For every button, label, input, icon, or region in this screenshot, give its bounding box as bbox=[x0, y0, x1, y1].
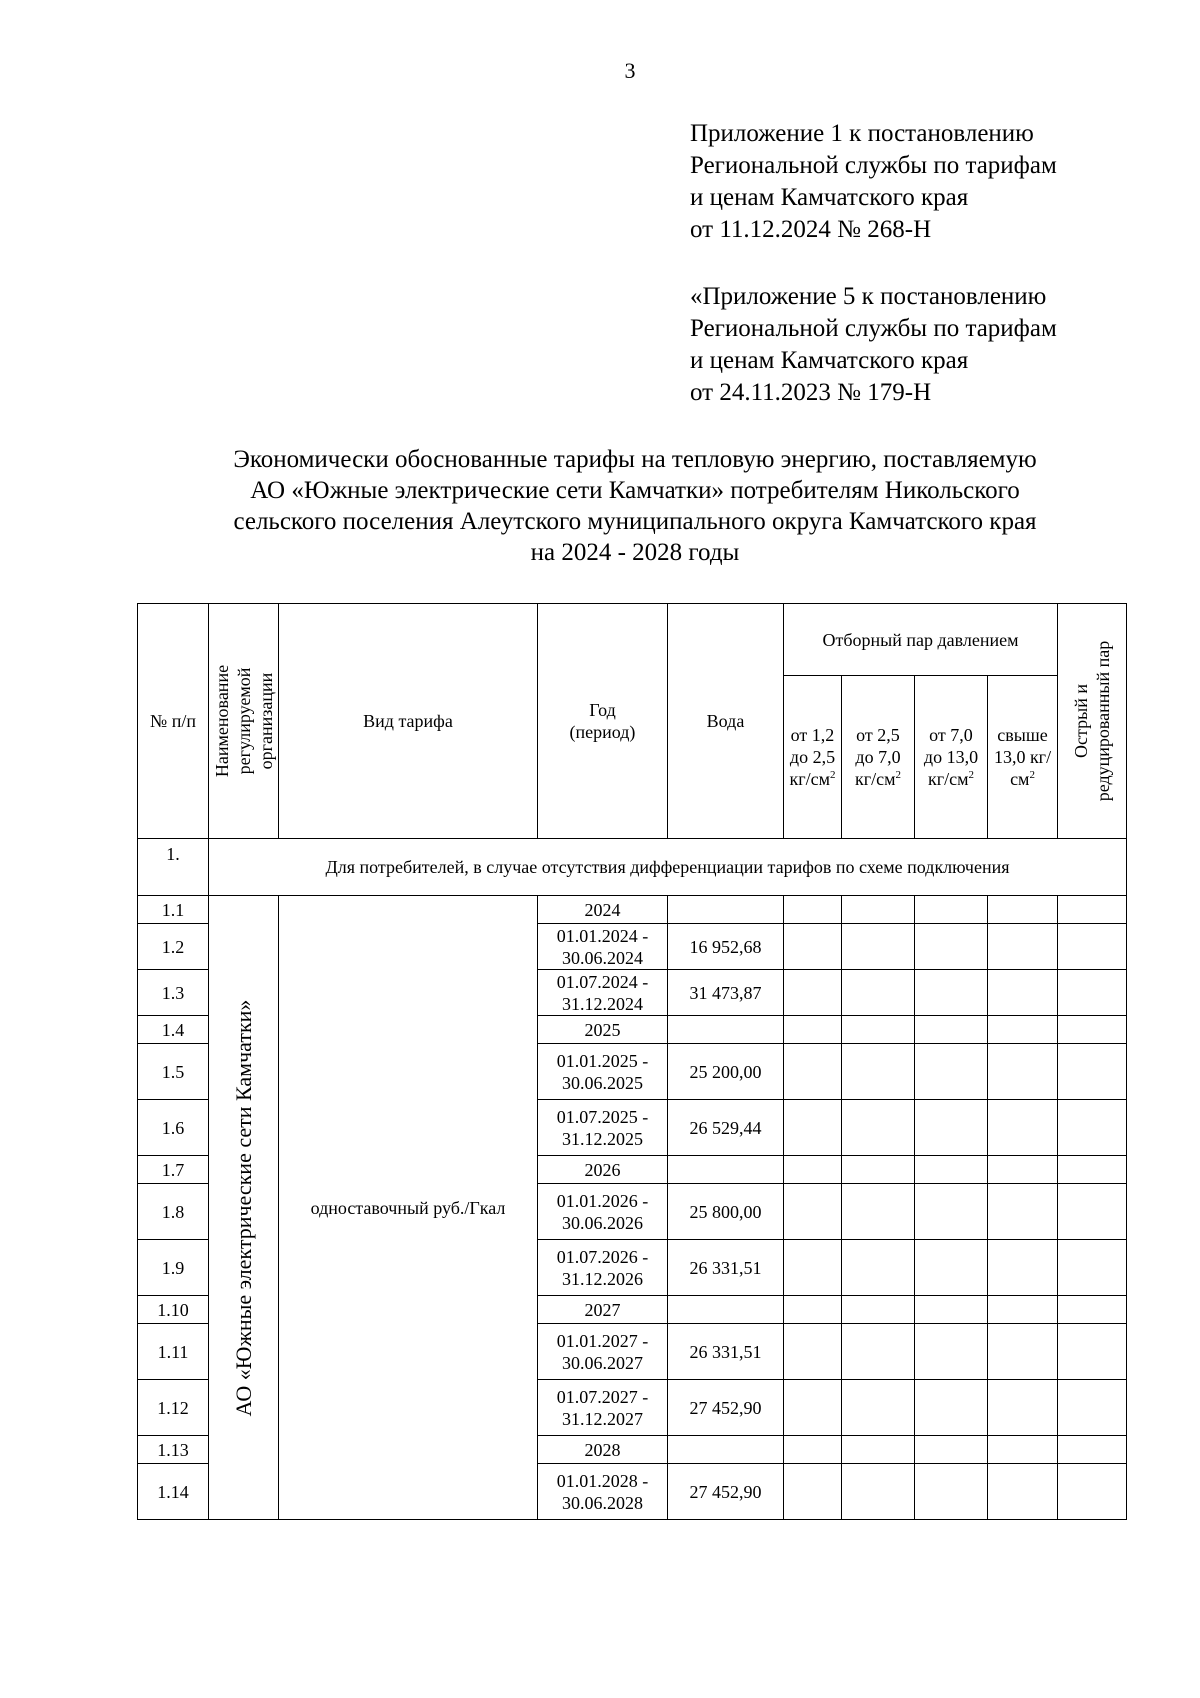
empty-cell bbox=[842, 896, 915, 924]
row-num: 1.3 bbox=[138, 970, 209, 1016]
org-name: АО «Южные электрические сети Камчатки» bbox=[230, 999, 256, 1416]
empty-cell bbox=[784, 1380, 842, 1436]
empty-cell bbox=[1058, 896, 1127, 924]
empty-cell bbox=[988, 1016, 1058, 1044]
appendix-1-line: Региональной службы по тарифам bbox=[690, 152, 1057, 179]
row-water-value: 27 452,90 bbox=[668, 1380, 784, 1436]
row-period: 2024 bbox=[538, 896, 668, 924]
empty-cell bbox=[842, 1436, 915, 1464]
header-steam-3 bbox=[915, 676, 988, 839]
empty-cell bbox=[988, 1044, 1058, 1100]
row-num: 1.10 bbox=[138, 1296, 209, 1324]
row-water-value bbox=[668, 1156, 784, 1184]
empty-cell bbox=[1058, 1240, 1127, 1296]
empty-cell bbox=[1058, 1464, 1127, 1520]
header-row-1 bbox=[138, 604, 1127, 676]
empty-cell bbox=[988, 896, 1058, 924]
empty-cell bbox=[988, 1296, 1058, 1324]
row-period: 2026 bbox=[538, 1156, 668, 1184]
row-num: 1.5 bbox=[138, 1044, 209, 1100]
header-tariff-type: Вид тарифа bbox=[279, 604, 538, 839]
row-period: 01.01.2026 - 30.06.2026 bbox=[538, 1184, 668, 1240]
empty-cell bbox=[1058, 1016, 1127, 1044]
header-org-text: Наименование регулируемой организации bbox=[211, 664, 276, 778]
page-number: 3 bbox=[624, 58, 636, 83]
empty-cell bbox=[1058, 1044, 1127, 1100]
appendix-5-block bbox=[690, 281, 1057, 409]
empty-cell bbox=[988, 1240, 1058, 1296]
empty-cell bbox=[1058, 1436, 1127, 1464]
title-line: на 2024 - 2028 годы bbox=[530, 539, 740, 566]
row-num: 1.1 bbox=[138, 896, 209, 924]
tariff-type-cell: одноставочный руб./Гкал bbox=[279, 896, 538, 1520]
org-name-cell bbox=[209, 896, 279, 1520]
header-year: Год (период) bbox=[538, 604, 668, 839]
title-line: АО «Южные электрические сети Камчатки» потребителям Никольского bbox=[250, 477, 1020, 504]
empty-cell bbox=[842, 1016, 915, 1044]
empty-cell bbox=[915, 1464, 988, 1520]
row-period: 01.07.2026 - 31.12.2026 bbox=[538, 1240, 668, 1296]
empty-cell bbox=[784, 1156, 842, 1184]
superscript: 2 bbox=[830, 769, 836, 781]
header-org bbox=[209, 604, 279, 839]
row-water-value bbox=[668, 896, 784, 924]
row-water-value: 26 331,51 bbox=[668, 1240, 784, 1296]
empty-cell bbox=[842, 1156, 915, 1184]
empty-cell bbox=[988, 1324, 1058, 1380]
empty-cell bbox=[784, 1100, 842, 1156]
header-water: Вода bbox=[668, 604, 784, 839]
empty-cell bbox=[988, 1184, 1058, 1240]
row-period: 2025 bbox=[538, 1016, 668, 1044]
header-steam-group: Отборный пар давлением bbox=[784, 604, 1058, 676]
row-period: 2027 bbox=[538, 1296, 668, 1324]
header-steam-4 bbox=[988, 676, 1058, 839]
row-water-value: 16 952,68 bbox=[668, 924, 784, 970]
empty-cell bbox=[915, 1016, 988, 1044]
row-period: 01.07.2024 - 31.12.2024 bbox=[538, 970, 668, 1016]
row-water-value: 26 331,51 bbox=[668, 1324, 784, 1380]
empty-cell bbox=[915, 924, 988, 970]
appendix-5-line: и ценам Камчатского края bbox=[690, 347, 969, 374]
empty-cell bbox=[1058, 1156, 1127, 1184]
header-sharp-steam bbox=[1058, 604, 1127, 839]
empty-cell bbox=[842, 1100, 915, 1156]
row-num: 1.14 bbox=[138, 1464, 209, 1520]
header-steam-2 bbox=[842, 676, 915, 839]
empty-cell bbox=[842, 1464, 915, 1520]
empty-cell bbox=[784, 970, 842, 1016]
section-num: 1. bbox=[138, 839, 209, 896]
row-water-value: 25 200,00 bbox=[668, 1044, 784, 1100]
row-period: 01.07.2027 - 31.12.2027 bbox=[538, 1380, 668, 1436]
row-period: 01.01.2028 - 30.06.2028 bbox=[538, 1464, 668, 1520]
row-water-value: 25 800,00 bbox=[668, 1184, 784, 1240]
appendix-5-line: Региональной службы по тарифам bbox=[690, 315, 1057, 342]
empty-cell bbox=[988, 970, 1058, 1016]
header-steam-1-text: от 1,2 до 2,5 кг/см bbox=[789, 725, 836, 789]
row-water-value: 31 473,87 bbox=[668, 970, 784, 1016]
empty-cell bbox=[915, 1380, 988, 1436]
row-period: 2028 bbox=[538, 1436, 668, 1464]
title-line: сельского поселения Алеутского муниципального округа Камчатского края bbox=[233, 508, 1037, 535]
document-title bbox=[140, 444, 1130, 568]
empty-cell bbox=[842, 970, 915, 1016]
empty-cell bbox=[784, 924, 842, 970]
empty-cell bbox=[988, 1156, 1058, 1184]
empty-cell bbox=[784, 896, 842, 924]
appendix-1-block bbox=[690, 118, 1057, 246]
appendix-5-line: «Приложение 5 к постановлению bbox=[690, 283, 1047, 310]
empty-cell bbox=[915, 1100, 988, 1156]
appendix-1-line: от 11.12.2024 № 268-Н bbox=[690, 216, 932, 243]
superscript: 2 bbox=[1029, 769, 1035, 781]
row-period: 01.01.2027 - 30.06.2027 bbox=[538, 1324, 668, 1380]
empty-cell bbox=[1058, 1100, 1127, 1156]
row-num: 1.12 bbox=[138, 1380, 209, 1436]
row-num: 1.13 bbox=[138, 1436, 209, 1464]
row-water-value: 27 452,90 bbox=[668, 1464, 784, 1520]
row-num: 1.6 bbox=[138, 1100, 209, 1156]
superscript: 2 bbox=[968, 769, 974, 781]
header-sharp-steam-text: Острый и редуцированный пар bbox=[1071, 640, 1114, 802]
header-steam-3-text: от 7,0 до 13,0 кг/см bbox=[923, 725, 979, 789]
empty-cell bbox=[988, 1464, 1058, 1520]
empty-cell bbox=[1058, 924, 1127, 970]
empty-cell bbox=[784, 1184, 842, 1240]
section-title: Для потребителей, в случае отсутствия дифференциации тарифов по схеме подключения bbox=[209, 839, 1127, 896]
empty-cell bbox=[988, 1436, 1058, 1464]
row-num: 1.11 bbox=[138, 1324, 209, 1380]
row-water-value: 26 529,44 bbox=[668, 1100, 784, 1156]
empty-cell bbox=[915, 1324, 988, 1380]
row-water-value bbox=[668, 1436, 784, 1464]
empty-cell bbox=[1058, 1380, 1127, 1436]
tariff-table bbox=[137, 603, 1127, 1520]
appendix-5-line: от 24.11.2023 № 179-Н bbox=[690, 379, 932, 406]
empty-cell bbox=[988, 1100, 1058, 1156]
row-period: 01.01.2024 - 30.06.2024 bbox=[538, 924, 668, 970]
empty-cell bbox=[915, 970, 988, 1016]
appendix-1-line: и ценам Камчатского края bbox=[690, 184, 969, 211]
empty-cell bbox=[784, 1240, 842, 1296]
empty-cell bbox=[784, 1296, 842, 1324]
empty-cell bbox=[1058, 1296, 1127, 1324]
row-num: 1.4 bbox=[138, 1016, 209, 1044]
empty-cell bbox=[842, 1296, 915, 1324]
row-period: 01.01.2025 - 30.06.2025 bbox=[538, 1044, 668, 1100]
empty-cell bbox=[784, 1464, 842, 1520]
empty-cell bbox=[842, 1240, 915, 1296]
empty-cell bbox=[915, 1156, 988, 1184]
row-num: 1.9 bbox=[138, 1240, 209, 1296]
table-row bbox=[138, 896, 1127, 924]
empty-cell bbox=[1058, 1324, 1127, 1380]
empty-cell bbox=[842, 1184, 915, 1240]
empty-cell bbox=[915, 1184, 988, 1240]
empty-cell bbox=[1058, 1184, 1127, 1240]
empty-cell bbox=[842, 1380, 915, 1436]
empty-cell bbox=[784, 1044, 842, 1100]
empty-cell bbox=[1058, 970, 1127, 1016]
appendix-1-line: Приложение 1 к постановлению bbox=[690, 120, 1034, 147]
empty-cell bbox=[784, 1324, 842, 1380]
empty-cell bbox=[988, 1380, 1058, 1436]
title-line: Экономически обоснованные тарифы на тепловую энергию, поставляемую bbox=[233, 446, 1037, 473]
row-water-value bbox=[668, 1296, 784, 1324]
row-water-value bbox=[668, 1016, 784, 1044]
row-period: 01.07.2025 - 31.12.2025 bbox=[538, 1100, 668, 1156]
empty-cell bbox=[842, 924, 915, 970]
empty-cell bbox=[784, 1016, 842, 1044]
empty-cell bbox=[842, 1324, 915, 1380]
superscript: 2 bbox=[895, 769, 901, 781]
header-steam-1 bbox=[784, 676, 842, 839]
empty-cell bbox=[784, 1436, 842, 1464]
empty-cell bbox=[988, 924, 1058, 970]
row-num: 1.7 bbox=[138, 1156, 209, 1184]
header-num: № п/п bbox=[138, 604, 209, 839]
empty-cell bbox=[915, 1436, 988, 1464]
empty-cell bbox=[915, 1240, 988, 1296]
row-num: 1.8 bbox=[138, 1184, 209, 1240]
empty-cell bbox=[915, 896, 988, 924]
empty-cell bbox=[915, 1044, 988, 1100]
row-num: 1.2 bbox=[138, 924, 209, 970]
empty-cell bbox=[842, 1044, 915, 1100]
empty-cell bbox=[915, 1296, 988, 1324]
header-steam-2-text: от 2,5 до 7,0 кг/см bbox=[854, 725, 901, 789]
header-steam-4-text: свыше 13,0 кг/см bbox=[993, 725, 1052, 789]
section-row bbox=[138, 839, 1127, 896]
